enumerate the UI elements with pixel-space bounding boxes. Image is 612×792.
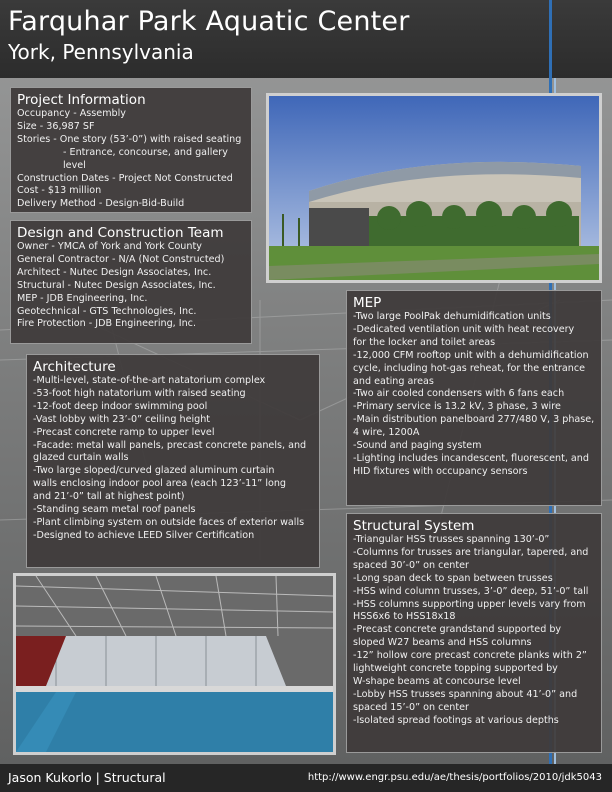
exterior-rendering-image xyxy=(269,96,599,280)
list-item: -Lighting includes incandescent, fluorescent, and xyxy=(353,452,589,464)
list-item: -Plant climbing system on outside faces of exterior walls xyxy=(33,516,305,528)
list-item: Size - 36,987 SF xyxy=(17,120,95,132)
list-item: -Multi-level, state-of-the-art natatorium complex xyxy=(33,375,266,386)
list-item: 4 wire, 1200A xyxy=(353,427,420,439)
list-item: and 21’-0” tall at highest point) xyxy=(33,491,185,503)
list-item: -Precast concrete ramp to upper level xyxy=(33,426,215,438)
list-item: glazed curtain walls xyxy=(33,452,129,464)
structural-system-heading: Structural System xyxy=(353,518,475,534)
list-item: -Two large sloped/curved glazed aluminum curtain xyxy=(33,465,275,477)
page-header xyxy=(0,0,612,78)
list-item: -Precast concrete grandstand supported by xyxy=(353,624,562,636)
project-information-panel xyxy=(10,87,252,213)
list-item: Construction Dates - Project Not Constructed xyxy=(17,172,233,184)
list-item: -Dedicated ventilation unit with heat recovery xyxy=(353,323,575,335)
list-item: Occupancy - Assembly xyxy=(17,108,126,119)
interior-rendering-photo xyxy=(13,573,336,755)
list-item: -Columns for trusses are triangular, tapered, and xyxy=(353,546,589,558)
list-item: -Vast lobby with 23’-0” ceiling height xyxy=(33,413,211,425)
architecture-heading: Architecture xyxy=(33,359,116,375)
author-name: Jason Kukorlo | Structural xyxy=(8,770,166,785)
list-item: spaced 15’-0” on center xyxy=(353,701,469,713)
project-information-heading: Project Information xyxy=(17,92,146,108)
list-item: -Two large PoolPak dehumidification units xyxy=(353,311,551,322)
list-item: HID fixtures with occupancy sensors xyxy=(353,465,528,477)
structural-system-panel xyxy=(346,513,602,753)
list-item: -Triangular HSS trusses spanning 130’-0” xyxy=(353,534,550,545)
page-title: Farquhar Park Aquatic Center xyxy=(8,6,410,37)
list-item: -Lobby HSS trusses spanning about 41’-0” and xyxy=(353,688,578,700)
list-item: Owner - YMCA of York and York County xyxy=(17,241,202,252)
mep-panel xyxy=(346,290,602,506)
list-item: spaced 30’-0” on center xyxy=(353,559,469,571)
list-item: Architect - Nutec Design Associates, Inc. xyxy=(17,266,212,278)
list-item: -12,000 CFM rooftop unit with a dehumidification xyxy=(353,349,589,361)
list-item: walls enclosing indoor pool area (each 123’-11” long xyxy=(33,478,287,490)
design-team-panel xyxy=(10,220,252,344)
list-item: and eating areas xyxy=(353,375,434,387)
list-item: -Facade: metal wall panels, precast concrete panels, and xyxy=(33,439,307,451)
list-item: W-shape beams at concourse level xyxy=(353,675,521,687)
list-item: HSS6x6 to HSS18x18 xyxy=(353,611,456,623)
list-item: -Long span deck to span between trusses xyxy=(353,572,553,584)
list-item: -53-foot high natatorium with raised seating xyxy=(33,387,246,399)
exterior-rendering-photo xyxy=(266,93,602,283)
list-item: Fire Protection - JDB Engineering, Inc. xyxy=(17,318,197,330)
interior-pool-image xyxy=(16,576,333,752)
list-item: -Standing seam metal roof panels xyxy=(33,504,196,516)
list-item: Delivery Method - Design-Bid-Build xyxy=(17,198,185,210)
architecture-panel xyxy=(26,354,320,568)
list-item: -Designed to achieve LEED Silver Certification xyxy=(33,529,255,541)
list-item: General Contractor - N/A (Not Constructed) xyxy=(17,253,225,265)
list-item: -HSS wind column trusses, 3’-0” deep, 51’-0” tall xyxy=(353,585,589,597)
list-item: -HSS columns supporting upper levels vary from xyxy=(353,598,586,610)
list-item: -Two air cooled condensers with 6 fans each xyxy=(353,388,565,400)
mep-heading: MEP xyxy=(353,295,382,311)
accent-stripe-header xyxy=(549,0,552,78)
list-item: Geotechnical - GTS Technologies, Inc. xyxy=(17,305,197,317)
list-item: -12-foot deep indoor swimming pool xyxy=(33,400,208,412)
list-item: MEP - JDB Engineering, Inc. xyxy=(17,292,148,304)
list-item: -Main distribution panelboard 277/480 V, 3 phase, xyxy=(353,414,595,426)
page-footer xyxy=(0,764,612,792)
list-item: Stories - One story (53’-0”) with raised seating xyxy=(17,133,242,145)
list-item: -Isolated spread footings at various depths xyxy=(353,714,559,726)
page-subtitle: York, Pennsylvania xyxy=(8,40,194,64)
design-team-heading: Design and Construction Team xyxy=(17,225,224,241)
list-item: cycle, including hot-gas reheat, for the entrance xyxy=(353,362,586,374)
portfolio-url-link[interactable]: http://www.engr.psu.edu/ae/thesis/portfolios/2010/jdk5043 xyxy=(307,772,602,783)
list-item: -12” hollow core precast concrete planks with 2” xyxy=(353,650,587,662)
list-item: - Entrance, concourse, and gallery level xyxy=(63,146,228,171)
list-item: Cost - $13 million xyxy=(17,185,102,197)
list-item: for the locker and toilet areas xyxy=(353,336,496,348)
list-item: Structural - Nutec Design Associates, Inc. xyxy=(17,279,216,291)
list-item: -Sound and paging system xyxy=(353,440,482,452)
list-item: -Primary service is 13.2 kV, 3 phase, 3 wire xyxy=(353,401,561,413)
list-item: sloped W27 beams and HSS columns xyxy=(353,637,532,649)
list-item: lightweight concrete topping supported by xyxy=(353,663,558,675)
